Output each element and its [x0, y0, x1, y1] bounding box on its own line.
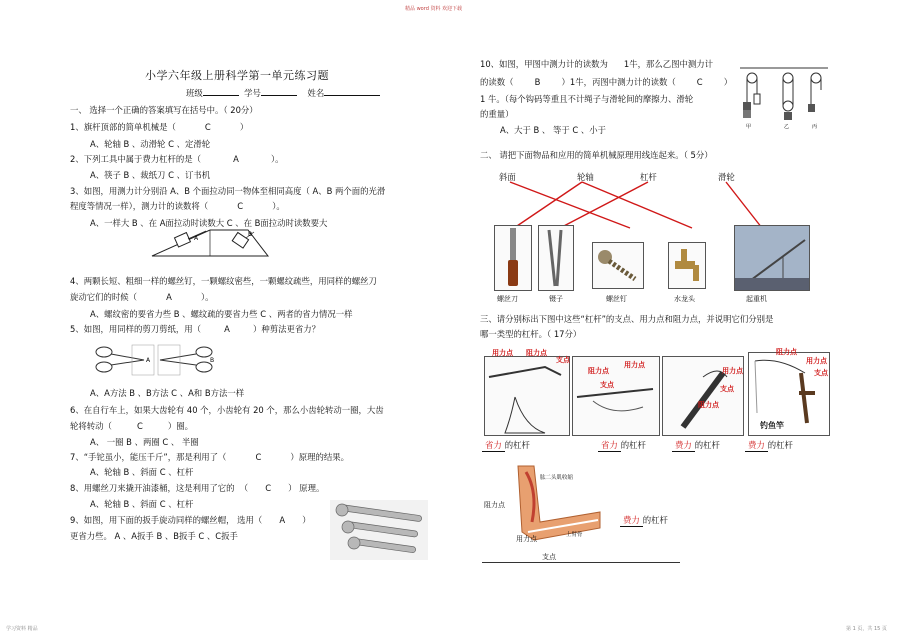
q3-options: A、一样大 B 、在 A面拉动时读数大 C 、在 B面拉动时读数要大: [90, 218, 328, 228]
incline-figure: [150, 226, 270, 258]
q10-line3: 1 牛。（每个钩码等重且不计绳子与滑轮间的摩擦力、滑轮: [480, 94, 694, 104]
item-faucet-label: 水龙头: [674, 295, 695, 303]
fig4-effort-label: 用力点: [806, 357, 827, 365]
q3-answer: C: [237, 201, 244, 211]
page-title: 小学六年级上册科学第一单元练习题: [145, 69, 329, 82]
q9-stem: 9、如图，用下面的扳手旋动同样的螺丝帽， 选用（ A ）: [70, 515, 311, 525]
incline-label-a: A: [194, 235, 199, 242]
page-header-mark: 精品 word 资料 欢迎下载: [405, 6, 463, 12]
machine-incline: 斜面: [499, 172, 516, 182]
q10-line4: 的重量）: [480, 109, 514, 119]
fig3-answer: 费力 的杠杆: [672, 440, 720, 452]
fig3-load-label: 阻力点: [698, 401, 719, 409]
arm-divider: [482, 562, 680, 563]
wrench-figure: [330, 500, 428, 560]
q1-options: A、轮轴 B 、动滑轮 C 、定滑轮: [90, 139, 211, 149]
part1-heading: 一、 选择一个正确的答案填写在括号中。（ 20分）: [70, 105, 258, 115]
q9-answer: A: [279, 515, 286, 525]
q4-answer: A: [166, 292, 172, 302]
class-field[interactable]: [203, 95, 239, 96]
fig3-effort-label: 用力点: [722, 367, 743, 375]
id-label: 学号: [244, 88, 261, 98]
q5-stem: 5、如图，用同样的剪刀剪纸，用（ A ）种剪法更省力？: [70, 324, 320, 334]
q6-line1: 6、在自行车上，如果大齿轮有 40 个，小齿轮有 20 个，那么小齿轮转动一圈，大齿: [70, 405, 384, 415]
q10-options: A、大于 B 、 等于 C 、小于: [500, 125, 607, 135]
student-info: [186, 88, 380, 99]
q6-options: A、 一圈 B 、两圈 C 、 半圈: [90, 437, 199, 447]
q2-options: A、筷子 B 、裁纸刀 C 、订书机: [90, 170, 211, 180]
q8-stem: 8、用螺丝刀来撬开油漆桶，这是利用了它的 （ C ） 原理。: [70, 483, 325, 493]
fig4-fulcrum-label: 支点: [814, 369, 828, 377]
scissors-label-b: B: [210, 357, 215, 364]
arm-load-label: 阻力点: [484, 501, 505, 509]
pulley-label-2: 乙: [784, 124, 790, 130]
arm-bone-label: 上臂骨: [566, 532, 583, 538]
q5-answer: A: [224, 324, 230, 334]
item-screw-label: 螺丝钉: [606, 295, 627, 303]
part3-heading: 三、请分别标出下图中这些“杠杆”的支点、用力点和阻力点，并说明它们分别是: [480, 314, 774, 324]
fig1-answer: 省力 的杠杆: [482, 440, 530, 452]
q8-answer: C: [265, 483, 272, 493]
item-crane-label: 起重机: [746, 295, 767, 303]
item-screwdriver-label: 螺丝刀: [497, 295, 518, 303]
machine-wheel-axle: 轮轴: [577, 172, 594, 182]
crane-image: [734, 225, 810, 291]
id-field[interactable]: [261, 95, 297, 96]
arm-fulcrum-label: 支点: [542, 553, 556, 561]
q10-line2: 的读数（ B ）1牛，丙图中测力计的读数（ C ）: [480, 77, 733, 87]
matching-lines: [480, 180, 780, 230]
pulley-figure: [738, 66, 830, 132]
scissors-label-a: A: [146, 357, 151, 364]
q9-line2: 更省力些。 A 、A扳手 B 、B扳手 C 、C扳手: [70, 531, 238, 541]
fig2-load-label: 阻力点: [588, 367, 609, 375]
lever-figure-1: [484, 356, 570, 436]
faucet-image: [668, 242, 706, 289]
arm-effort-label: 用力点: [516, 535, 537, 543]
q2-answer: A: [233, 154, 239, 164]
screw-image: [592, 242, 644, 289]
name-field[interactable]: [324, 95, 380, 96]
fig2-fulcrum-label: 支点: [600, 381, 614, 389]
q10-line1: 10、如图，甲图中测力计的读数为 1牛，那么乙图中测力计: [480, 59, 713, 69]
q4-line2: 旋动它们的时候（ A ）。: [70, 292, 214, 302]
part3-line2: 哪一类型的杠杆。（ 17分）: [480, 329, 582, 339]
footer-page: 第 1 页，共 15 页: [846, 626, 887, 632]
fig1-fulcrum-label: 支点: [556, 356, 570, 364]
q7-options: A、轮轴 B 、斜面 C 、杠杆: [90, 467, 194, 477]
fig1-load-label: 阻力点: [526, 349, 547, 357]
footer-left: 学习资料 精品: [6, 626, 38, 632]
fig2-effort-label: 用力点: [624, 361, 645, 369]
machine-pulley: 滑轮: [718, 172, 735, 182]
name-label: 姓名: [307, 88, 325, 98]
fig4-load-label: 阻力点: [776, 348, 797, 356]
q6-answer: C: [136, 421, 143, 431]
q1-answer: C: [204, 122, 211, 132]
q2-stem: 2、下列工具中属于费力杠杆的是（ A ）。: [70, 154, 284, 164]
fishing-rod-caption: 钓鱼竿: [760, 421, 784, 430]
q10-answer-1: B: [534, 77, 541, 87]
q4-options: A、螺纹密的要省力些 B 、螺纹疏的要省力些 C 、两者的省力情况一样: [90, 309, 353, 319]
fig4-answer: 费力 的杠杆: [745, 440, 793, 452]
fig1-effort-label: 用力点: [492, 349, 513, 357]
pulley-label-3: 丙: [812, 124, 818, 130]
class-label: 班级: [186, 88, 203, 98]
q4-line1: 4、两颗长短、粗细一样的螺丝钉，一颗螺纹密些，一颗螺纹疏些，用同样的螺丝刀: [70, 276, 377, 286]
q6-line2: 轮将转动（ C ）圈。: [70, 421, 193, 431]
part2-heading: 二、 请把下面物品和应用的简单机械原理用线连起来。（ 5分）: [480, 150, 713, 160]
q7-answer: C: [255, 452, 262, 462]
arm-muscle-label: 肱二头肌收缩: [540, 475, 574, 481]
machine-lever: 杠杆: [640, 172, 657, 182]
screwdriver-image: [494, 225, 532, 291]
item-tweezers-label: 镊子: [549, 295, 563, 303]
scissors-figure: [92, 342, 222, 378]
lever-figure-2: [572, 356, 660, 436]
fig3-fulcrum-label: 支点: [720, 385, 734, 393]
pulley-label-1: 甲: [746, 124, 752, 130]
q3-line1: 3、如图，用测力计分别沿 A、B 个面拉动同一物体至相同高度（ A、B 两个面的光滑: [70, 186, 386, 196]
tweezers-image: [538, 225, 574, 291]
q3-line2: 程度等情况一样），测力计的读数将（ C ）。: [70, 201, 285, 211]
incline-label-b: B: [248, 231, 253, 238]
arm-answer: 费力 的杠杆: [620, 515, 668, 527]
q7-stem: 7、“手铊虽小，能压千斤”，那是利用了（ C ）原理的结果。: [70, 452, 350, 462]
q8-options: A、轮轴 B 、斜面 C 、杠杆: [90, 499, 194, 509]
q5-options: A、A方法 B 、B方法 C 、A和 B方法一样: [90, 388, 245, 398]
q1-stem: 1、旗杆顶部的简单机械是（ C ）: [70, 122, 249, 132]
fig2-answer: 省力 的杠杆: [598, 440, 646, 452]
q10-answer-2: C: [696, 77, 703, 87]
